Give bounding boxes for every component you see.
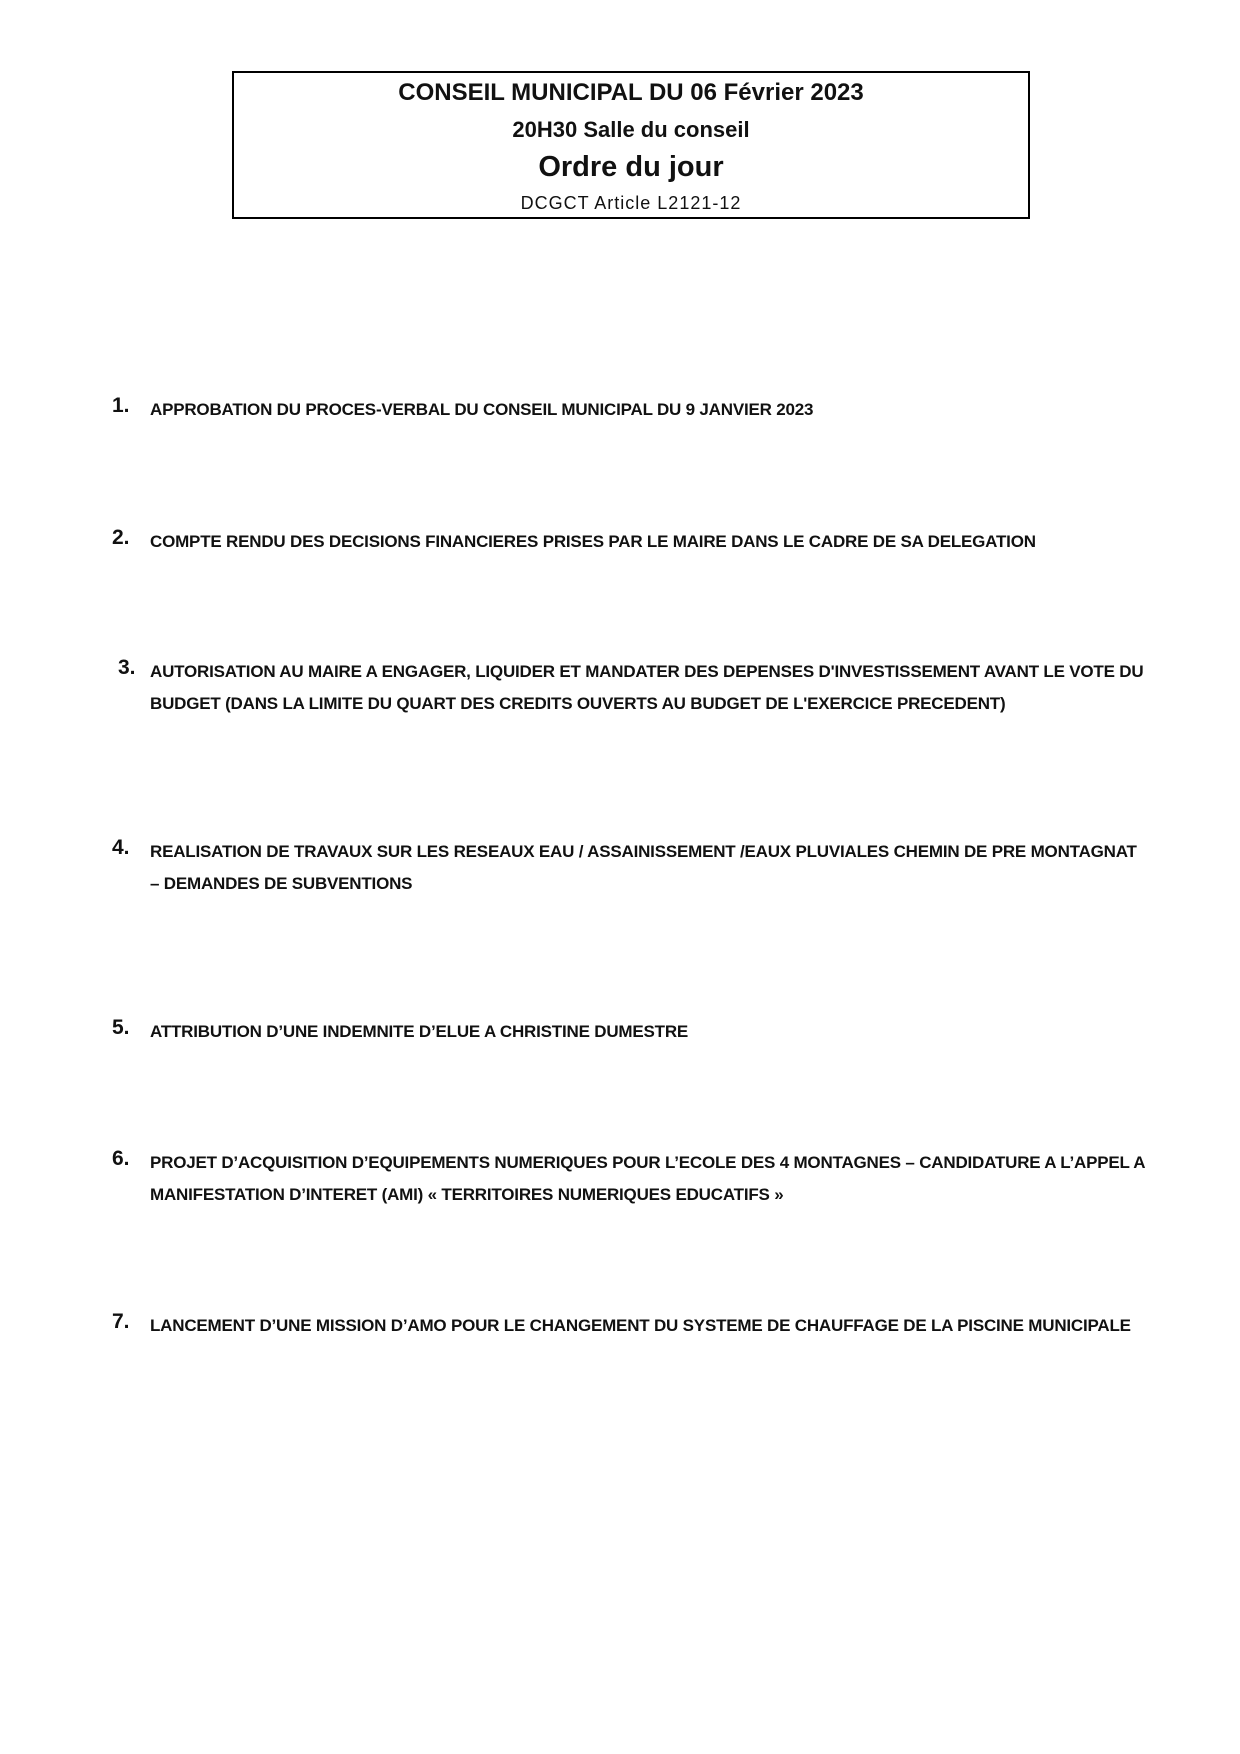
legal-reference: DCGCT Article L2121-12 [520, 193, 742, 213]
agenda-item-text: REALISATION DE TRAVAUX SUR LES RESEAUX EAU / ASSAINISSEMENT /EAUX PLUVIALES CHEMIN DE PRE MONTAGNAT – DEMANDES DE SUBVENTIONS [150, 842, 1137, 893]
agenda-item-number: 5. [112, 1016, 130, 1039]
agenda-item-number: 3. [118, 656, 136, 679]
meeting-time-place: 20H30 Salle du conseil [512, 117, 750, 142]
agenda-item-number: 2. [112, 526, 130, 549]
agenda-item-text: AUTORISATION AU MAIRE A ENGAGER, LIQUIDER ET MANDATER DES DEPENSES D'INVESTISSEMENT AVANT LE VOTE DU BUDGET (DANS LA LIMITE DU QUART DES CREDITS OUVERTS AU BUDGET DE L'EXERCICE PRECEDENT) [150, 662, 1144, 713]
agenda-item-text: APPROBATION DU PROCES-VERBAL DU CONSEIL MUNICIPAL DU 9 JANVIER 2023 [150, 400, 814, 419]
header-box [232, 71, 1030, 219]
agenda-item-text: ATTRIBUTION D’UNE INDEMNITE D’ELUE A CHRISTINE DUMESTRE [150, 1022, 689, 1041]
agenda-item-number: 1. [112, 394, 130, 417]
agenda-item-number: 7. [112, 1310, 130, 1333]
meeting-title: CONSEIL MUNICIPAL DU 06 Février 2023 [398, 79, 864, 106]
agenda-item-text: PROJET D’ACQUISITION D’EQUIPEMENTS NUMERIQUES POUR L’ECOLE DES 4 MONTAGNES – CANDIDATURE A L’APPEL A MANIFESTATION D’INTERET (AMI) « TERRITOIRES NUMERIQUES EDUCATIFS » [150, 1153, 1145, 1204]
agenda-item-text: LANCEMENT D’UNE MISSION D’AMO POUR LE CHANGEMENT DU SYSTEME DE CHAUFFAGE DE LA PISCINE MUNICIPALE [150, 1316, 1131, 1335]
agenda-heading: Ordre du jour [538, 151, 724, 183]
agenda-item-number: 6. [112, 1147, 130, 1170]
agenda-item-text: COMPTE RENDU DES DECISIONS FINANCIERES PRISES PAR LE MAIRE DANS LE CADRE DE SA DELEGATION [150, 532, 1036, 551]
agenda-item-number: 4. [112, 836, 130, 859]
